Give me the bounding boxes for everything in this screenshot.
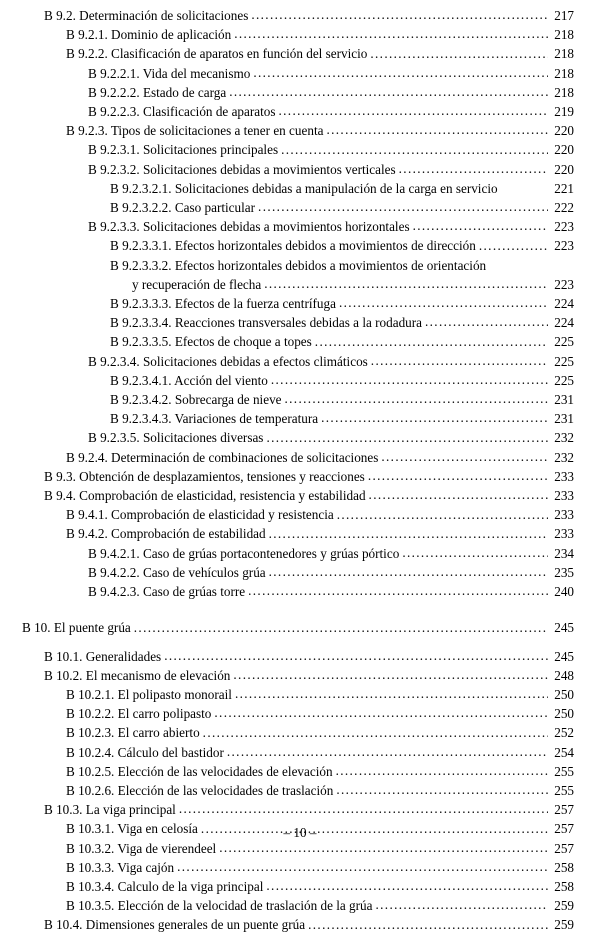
section-gap-2 — [22, 638, 574, 647]
toc-entry[interactable] — [22, 685, 574, 704]
toc-entry-page: 220 — [554, 123, 574, 139]
toc-leader-dots — [368, 473, 548, 486]
toc-entry-page: 255 — [554, 763, 574, 779]
toc-leader-dots — [399, 166, 548, 179]
toc-entry-page: 233 — [554, 468, 574, 484]
toc-entry[interactable] — [22, 217, 574, 236]
toc-entry[interactable] — [22, 236, 574, 255]
toc-entry-label: B 10.3. La viga principal — [44, 802, 176, 818]
toc-entry[interactable] — [22, 198, 574, 217]
toc-leader-dots — [425, 319, 548, 332]
toc-leader-dots — [233, 672, 548, 685]
toc-entry-page: 259 — [554, 898, 574, 914]
toc-entry-label: B 9.2.4. Determinación de combinaciones de solicitaciones — [66, 449, 379, 465]
toc-entry-page: 220 — [554, 161, 574, 177]
toc-leader-dots — [251, 12, 548, 25]
toc-leader-dots — [234, 31, 548, 44]
toc-entry-page: 234 — [554, 545, 574, 561]
toc-leader-dots — [413, 223, 548, 236]
toc-entry[interactable] — [22, 448, 574, 467]
toc-entry-label: B 9.4. Comprobación de elasticidad, resistencia y estabilidad — [44, 488, 366, 504]
toc-entry-continuation-label: y recuperación de flecha — [132, 276, 262, 292]
toc-entry-page: 223 — [554, 276, 574, 292]
toc-leader-dots — [219, 845, 548, 858]
section-gap — [22, 601, 574, 618]
toc-leader-dots — [179, 806, 548, 819]
toc-entry[interactable] — [22, 390, 574, 409]
toc-entry-label: B 10.3.3. Viga cajón — [66, 859, 175, 875]
toc-entry[interactable] — [22, 44, 574, 63]
toc-leader-dots — [326, 127, 548, 140]
toc-entry[interactable] — [22, 313, 574, 332]
toc-entry[interactable] — [22, 524, 574, 543]
toc-leader-dots — [253, 70, 548, 83]
toc-leader-dots — [371, 358, 548, 371]
toc-leader-dots — [214, 710, 548, 723]
toc-entry[interactable] — [22, 877, 574, 896]
toc-entry[interactable] — [22, 64, 574, 83]
toc-entry[interactable] — [22, 582, 574, 601]
toc-entry-page: 232 — [554, 449, 574, 465]
toc-leader-dots — [264, 281, 548, 294]
toc-entry[interactable] — [22, 25, 574, 44]
toc-entry-page: 257 — [554, 802, 574, 818]
toc-entry-label: B 9.2.3.3.5. Efectos de choque a topes — [110, 334, 312, 350]
toc-entry[interactable] — [22, 160, 574, 179]
toc-leader-dots — [164, 653, 548, 666]
toc-leader-dots — [279, 108, 548, 121]
toc-leader-dots — [315, 338, 548, 351]
toc-entry[interactable] — [22, 371, 574, 390]
toc-entry-label: B 9.2.3.3.3. Efectos de la fuerza centrífuga — [110, 296, 336, 312]
toc-entry-label: B 10.4. Dimensiones generales de un puente grúa — [44, 917, 306, 933]
toc-entry[interactable] — [22, 858, 574, 877]
toc-leader-dots — [177, 864, 548, 877]
toc-entry-page: 218 — [554, 65, 574, 81]
toc-entry-page: 258 — [554, 878, 574, 894]
toc-entry-page: 223 — [554, 219, 574, 235]
toc-leader-dots — [501, 185, 548, 198]
toc-entry[interactable] — [22, 83, 574, 102]
toc-section-b10-heading — [22, 618, 574, 637]
toc-entry-page: 231 — [554, 411, 574, 427]
toc-entry-page: 224 — [554, 315, 574, 331]
toc-entry[interactable] — [22, 486, 574, 505]
toc-entry[interactable] — [22, 428, 574, 447]
toc-entry-page: 233 — [554, 488, 574, 504]
toc-leader-dots — [258, 204, 548, 217]
toc-entry-label: B 9.2.2.3. Clasificación de aparatos — [88, 104, 276, 120]
toc-entry-label: B 9.2. Determinación de solicitaciones — [44, 8, 249, 23]
toc-entry-page: 231 — [554, 392, 574, 408]
toc-entry[interactable] — [22, 256, 574, 275]
toc-entry-label: B 9.2.1. Dominio de aplicación — [66, 27, 232, 43]
toc-section-b9 — [22, 6, 574, 601]
toc-entry-page: 257 — [554, 840, 574, 856]
toc-entry-label: B 9.4.1. Comprobación de elasticidad y resistencia — [66, 507, 334, 523]
toc-leader-dots — [203, 729, 548, 742]
toc-leader-dots — [336, 768, 548, 781]
toc-entry-page: 254 — [554, 744, 574, 760]
toc-entry-page: 250 — [554, 706, 574, 722]
toc-entry[interactable] — [22, 647, 574, 666]
toc-entry-label: B 9.2.2.2. Estado de carga — [88, 84, 227, 100]
toc-entry[interactable] — [22, 762, 574, 781]
toc-entry-page: 248 — [554, 667, 574, 683]
toc-entry[interactable] — [22, 121, 574, 140]
toc-leader-dots — [229, 89, 548, 102]
toc-entry[interactable] — [22, 6, 574, 25]
toc-entry-label: B 9.2.2. Clasificación de aparatos en función del servicio — [66, 46, 368, 62]
toc-entry-page: 218 — [554, 27, 574, 43]
toc-entry-label: B 9.2.3.5. Solicitaciones diversas — [88, 430, 264, 446]
toc-entry-label: B 10.2.1. El polipasto monorail — [66, 686, 232, 702]
toc-entry[interactable] — [22, 409, 574, 428]
toc-leader-dots — [339, 300, 548, 313]
toc-entry-page: 258 — [554, 859, 574, 875]
toc-leader-dots — [269, 569, 548, 582]
toc-leader-dots — [308, 921, 548, 934]
toc-entry-label: B 9.2.3.3.1. Efectos horizontales debidos a movimientos de dirección — [110, 238, 476, 254]
toc-entry-page: 225 — [554, 334, 574, 350]
toc-entry[interactable] — [22, 563, 574, 582]
toc-leader-dots — [269, 531, 548, 544]
toc-entry-page: 255 — [554, 782, 574, 798]
toc-entry-page: 218 — [554, 84, 574, 100]
toc-entry-label: B 9.2.3.3.2. Efectos horizontales debidos a movimientos de orientación — [110, 257, 487, 273]
toc-section-b10 — [22, 647, 574, 935]
toc-entry-label: B 9.4.2.2. Caso de vehículos grúa — [88, 564, 266, 580]
toc-entry-page: 222 — [554, 200, 574, 216]
toc-leader-dots — [271, 377, 548, 390]
toc-entry-label: B 9.2.3.2.2. Caso particular — [110, 200, 256, 216]
toc-leader-dots — [381, 454, 548, 467]
toc-entry[interactable] — [22, 915, 574, 934]
page-number: – 10 – — [283, 825, 317, 840]
toc-entry-label: B 9.2.3.4. Solicitaciones debidas a efectos climáticos — [88, 353, 368, 369]
toc-entry-label: B 9.2.3.3. Solicitaciones debidas a movimientos horizontales — [88, 219, 410, 235]
toc-entry[interactable] — [22, 781, 574, 800]
toc-entry[interactable] — [22, 666, 574, 685]
toc-entry-label: B 10.3.4. Calculo de la viga principal — [66, 878, 264, 894]
toc-entry-label: B 9.4.2.1. Caso de grúas portacontenedores y grúas pórtico — [88, 545, 400, 561]
toc-entry[interactable] — [22, 544, 574, 563]
toc-entry-page: 240 — [554, 584, 574, 600]
toc-entry-label: B 9.2.3.4.3. Variaciones de temperatura — [110, 411, 319, 427]
toc-entry-page: 245 — [554, 648, 574, 664]
toc-entry-label: B 9.2.3.2. Solicitaciones debidas a movimientos verticales — [88, 161, 396, 177]
toc-entry-page: 217 — [554, 8, 574, 23]
toc-entry-label: B 9.4.2. Comprobación de estabilidad — [66, 526, 266, 542]
toc-entry-label: B 9.2.3.2.1. Solicitaciones debidas a manipulación de la carga en servicio — [110, 180, 498, 196]
toc-entry[interactable] — [22, 704, 574, 723]
toc-leader-dots — [321, 415, 548, 428]
toc-leader-dots — [266, 434, 548, 447]
toc-entry-label: B 10.3.1. Viga en celosía — [66, 821, 198, 837]
toc-entry-page: 221 — [554, 180, 574, 196]
toc-entry-page: 218 — [554, 46, 574, 62]
toc-entry-page: 259 — [554, 917, 574, 933]
toc-entry-label: B 10.2.3. El carro abierto — [66, 725, 200, 741]
toc-entry-label: B 10.3.5. Elección de la velocidad de traslación de la grúa — [66, 898, 373, 914]
toc-entry[interactable] — [22, 467, 574, 486]
toc-entry[interactable] — [22, 179, 574, 198]
toc-leader-dots — [227, 749, 548, 762]
toc-entry-page: 225 — [554, 353, 574, 369]
toc-entry-page: 219 — [554, 104, 574, 120]
toc-entry-page: 233 — [554, 526, 574, 542]
toc-leader-dots — [336, 787, 548, 800]
toc-entry-page: 250 — [554, 686, 574, 702]
toc-entry-label: B 10.2.5. Elección de las velocidades de elevación — [66, 763, 333, 779]
toc-entry[interactable] — [22, 839, 574, 858]
toc-leader-dots — [134, 624, 548, 637]
toc-leader-dots — [369, 492, 548, 505]
toc-leader-dots — [285, 396, 548, 409]
toc-entry-label: B 10.2.4. Cálculo del bastidor — [66, 744, 224, 760]
toc-entry-label: B 9.4.2.3. Caso de grúas torre — [88, 584, 246, 600]
toc-entry-page: 252 — [554, 725, 574, 741]
toc-entry-label: B 10.3.2. Viga de vierendeel — [66, 840, 217, 856]
toc-entry[interactable] — [22, 505, 574, 524]
toc-leader-dots — [489, 262, 548, 275]
toc-entry-label: B 10.2.6. Elección de las velocidades de traslación — [66, 782, 334, 798]
toc-entry-page: 223 — [554, 238, 574, 254]
toc-entry-label: B 10. El puente grúa — [22, 620, 131, 636]
toc-entry[interactable] — [22, 800, 574, 819]
toc-entry-page: 225 — [554, 372, 574, 388]
toc-leader-dots — [402, 550, 548, 563]
toc-entry[interactable] — [22, 743, 574, 762]
toc-entry-label: B 9.2.3.4.1. Acción del viento — [110, 372, 268, 388]
toc-entry[interactable] — [22, 140, 574, 159]
toc-entry[interactable] — [22, 352, 574, 371]
toc-leader-dots — [376, 902, 549, 915]
toc-entry-label: B 9.2.3.1. Solicitaciones principales — [88, 142, 279, 158]
toc-entry-continuation — [22, 275, 574, 294]
toc-entry[interactable] — [22, 294, 574, 313]
toc-entry-label: B 9.3. Obtención de desplazamientos, tensiones y reacciones — [44, 468, 365, 484]
toc-leader-dots — [479, 242, 548, 255]
toc-entry-label: B 9.2.2.1. Vida del mecanismo — [88, 65, 251, 81]
toc-entry[interactable] — [22, 618, 574, 637]
toc-entry[interactable] — [22, 896, 574, 915]
toc-entry-page: 232 — [554, 430, 574, 446]
toc-leader-dots — [266, 883, 548, 896]
toc-leader-dots — [281, 146, 548, 159]
toc-entry[interactable] — [22, 332, 574, 351]
toc-entry-page: 257 — [554, 821, 574, 837]
toc-entry-label: B 9.2.3.3.4. Reacciones transversales debidas a la rodadura — [110, 315, 422, 331]
toc-entry-page: 220 — [554, 142, 574, 158]
toc-leader-dots — [235, 691, 548, 704]
toc-entry-label: B 9.2.3.4.2. Sobrecarga de nieve — [110, 392, 282, 408]
toc-entry-page: 224 — [554, 296, 574, 312]
toc-leader-dots — [337, 511, 548, 524]
toc-entry-page: 235 — [554, 564, 574, 580]
toc-leader-dots — [370, 50, 548, 63]
toc-leader-dots — [248, 588, 548, 601]
toc-entry-label: B 10.1. Generalidades — [44, 648, 162, 664]
toc-entry-label: B 10.2.2. El carro polipasto — [66, 706, 212, 722]
toc-entry-page: 233 — [554, 507, 574, 523]
toc-entry[interactable] — [22, 102, 574, 121]
toc-entry-label: B 9.2.3. Tipos de solicitaciones a tener en cuenta — [66, 123, 324, 139]
toc-entry-label: B 10.2. El mecanismo de elevación — [44, 667, 231, 683]
toc-entry-page: 245 — [554, 620, 574, 636]
toc-entry[interactable] — [22, 723, 574, 742]
